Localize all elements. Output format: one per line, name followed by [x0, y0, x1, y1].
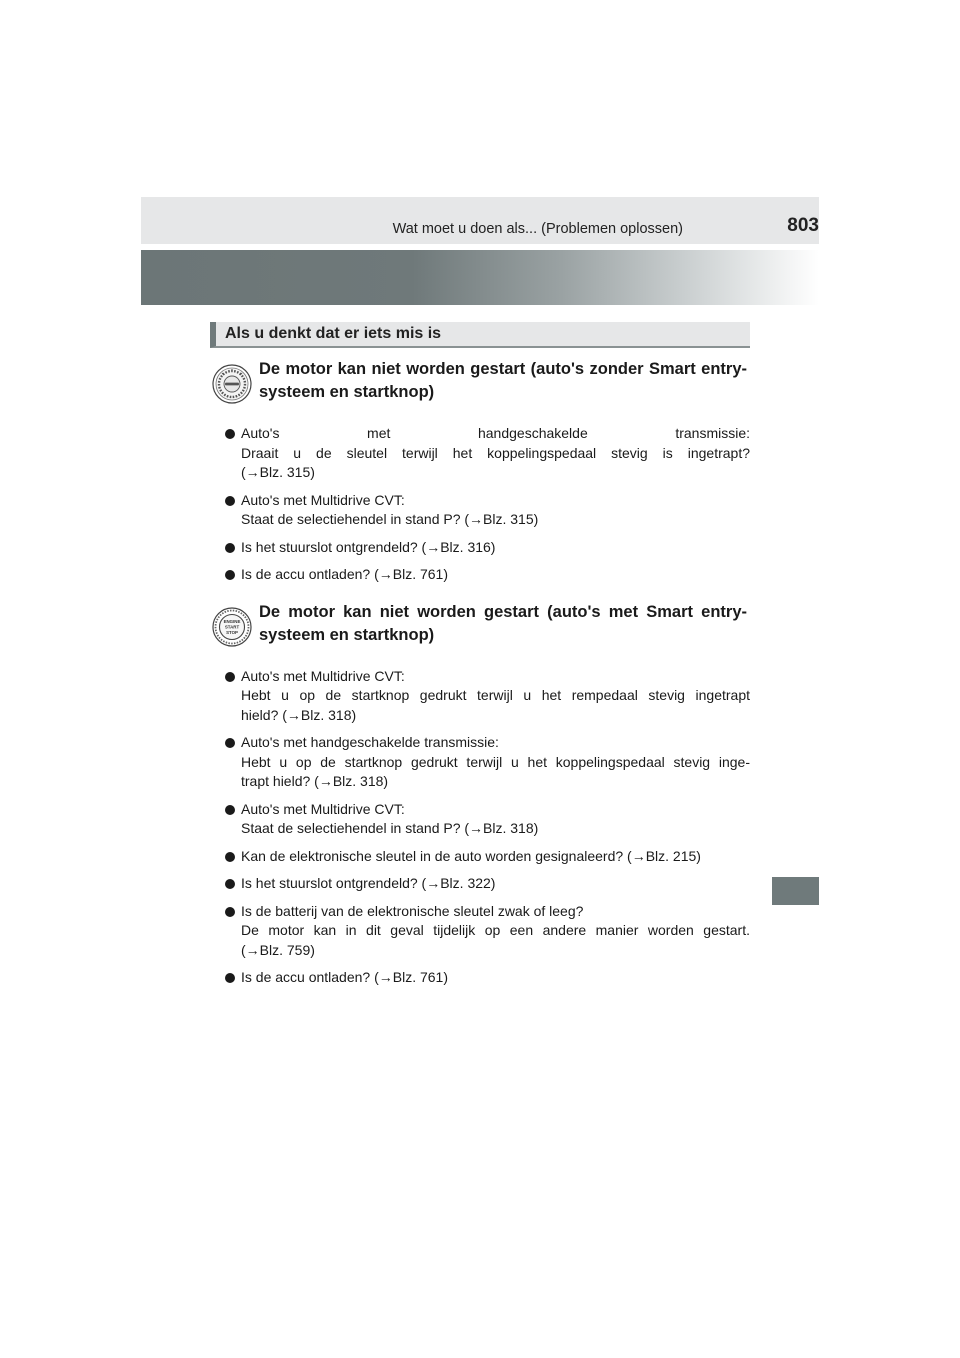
list-item-line: Staat de selectiehendel in stand P? (→Blz. 318) [241, 820, 539, 836]
bullet-icon [225, 738, 235, 748]
problem-block-2 [210, 601, 750, 988]
icon-label-line: STOP [226, 629, 238, 635]
list-item [210, 491, 750, 530]
bullet-icon [225, 879, 235, 889]
list-item-line: trapt hield? (→Blz. 318) [241, 773, 389, 789]
bullet-icon [225, 672, 235, 682]
list-item-line: Is de batterij van de elektronische sleutel zwak of leeg? [241, 902, 584, 919]
list-item [210, 847, 750, 867]
list-item-line: Staat de selectiehendel in stand P? (→Blz. 315) [241, 511, 539, 527]
list-item [210, 424, 750, 483]
list-item-line: Is het stuurslot ontgrendeld? (→Blz. 322) [241, 875, 496, 891]
problem-title: De motor kan niet worden gestart (auto's zonder Smart entry-systeem en startknop) [259, 360, 747, 401]
bullet-icon [225, 973, 235, 983]
list-item [210, 800, 750, 839]
list-item [210, 874, 750, 894]
list-item [210, 538, 750, 558]
bullet-icon [225, 852, 235, 862]
list-item-line: Auto's met handgeschakelde transmissie: [241, 425, 750, 441]
bullet-icon [225, 496, 235, 506]
list-item-line: Kan de elektronische sleutel in de auto worden gesignaleerd? (→Blz. 215) [241, 847, 701, 864]
list-item [210, 733, 750, 792]
list-item-line: (→Blz. 315) [241, 464, 315, 480]
list-item-line: Hebt u op de startknop gedrukt terwijl u het koppelingspedaal stevig inge- [241, 753, 750, 770]
problem-title: De motor kan niet worden gestart (auto's met Smart entry-systeem en startknop) [259, 602, 747, 644]
problem-block-1 [210, 358, 750, 585]
section-heading: Als u denkt dat er iets mis is [210, 322, 750, 348]
list-item [210, 902, 750, 961]
list-item-line: Auto's met Multidrive CVT: [241, 667, 405, 684]
list-item-line: De motor kan in dit geval tijdelijk op een andere manier worden gestart. [241, 922, 750, 938]
page-content [210, 322, 750, 988]
list-item [210, 565, 750, 585]
header-title: Wat moet u doen als... (Problemen oplossen) [392, 221, 683, 237]
list-item-line: Is het stuurslot ontgrendeld? (→Blz. 316) [241, 538, 496, 555]
list-item-line: Draait u de sleutel terwijl het koppelingspedaal stevig is ingetrapt? [241, 444, 750, 461]
bullet-icon [225, 543, 235, 553]
page-header [141, 197, 819, 244]
chapter-band [141, 250, 819, 305]
icon-label-line: START [224, 624, 240, 629]
list-item-line: Is de accu ontladen? (→Blz. 761) [241, 969, 449, 985]
page-number: 803 [787, 215, 819, 236]
list-item-line: (→Blz. 759) [241, 941, 315, 958]
list-item-line: hield? (→Blz. 318) [241, 706, 357, 723]
icon-label-line: ENGINE [223, 618, 241, 624]
list-item-line: Auto's met handgeschakelde transmissie: [241, 734, 499, 750]
engine-start-stop-button-icon [212, 607, 252, 652]
list-item-line: Is de accu ontladen? (→Blz. 761) [241, 566, 449, 582]
list-item-line: Hebt u op de startknop gedrukt terwijl u het rempedaal stevig ingetrapt [241, 687, 750, 703]
bullet-icon [225, 907, 235, 917]
chapter-side-tab [772, 877, 819, 905]
list-item [210, 968, 750, 988]
list-item-line: Auto's met Multidrive CVT: [241, 491, 405, 508]
ignition-key-switch-icon [212, 364, 252, 409]
bullet-icon [225, 570, 235, 580]
list-item-line: Auto's met Multidrive CVT: [241, 800, 405, 817]
list-item [210, 667, 750, 726]
bullet-icon [225, 805, 235, 815]
bullet-icon [225, 429, 235, 439]
